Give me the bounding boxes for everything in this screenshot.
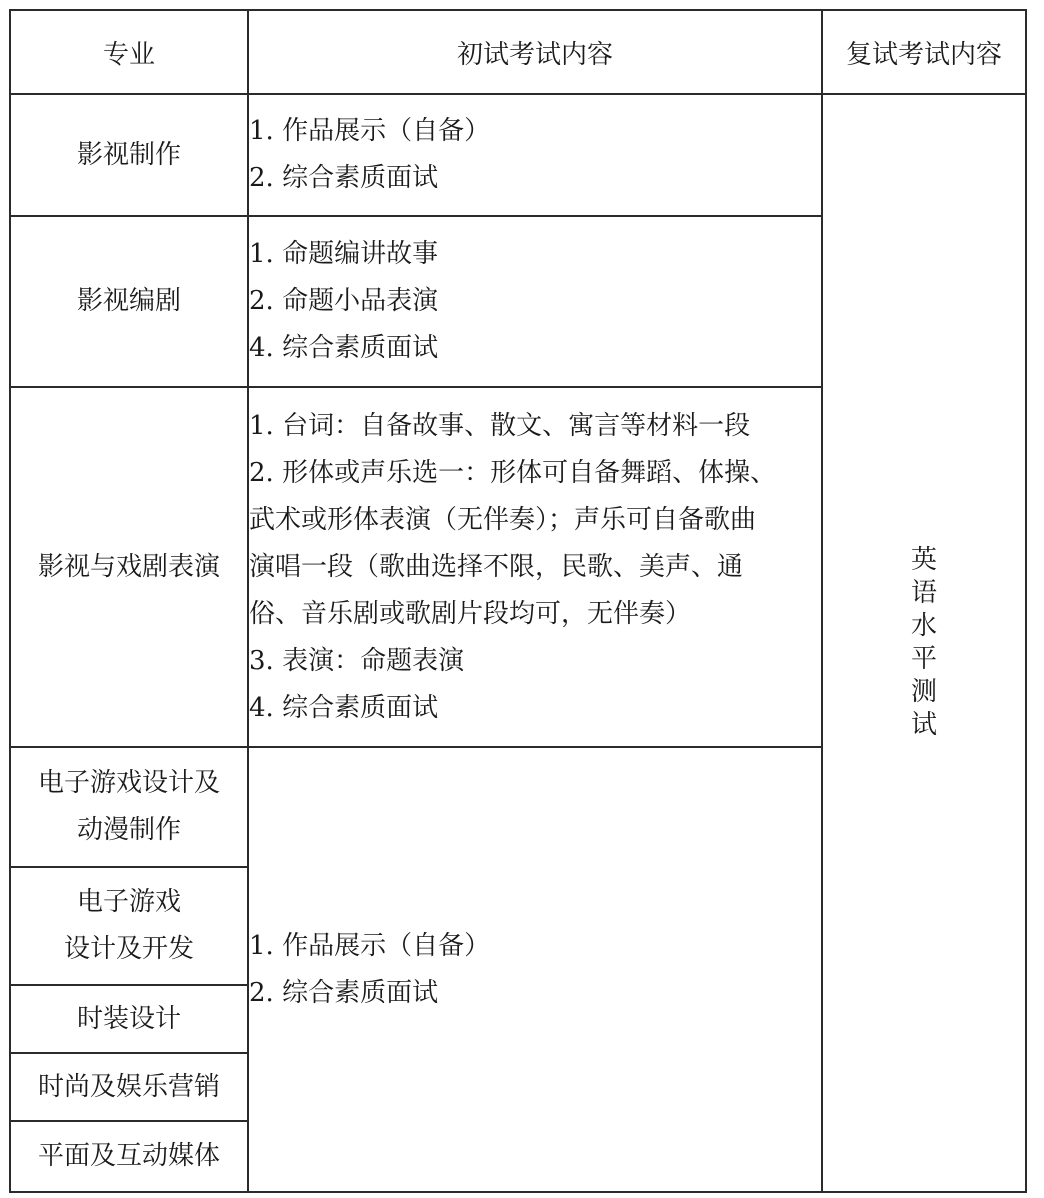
content-line: 武术或形体表演（无伴奏）；声乐可自备歌曲	[249, 504, 757, 535]
content-line: 4. 综合素质面试	[249, 692, 439, 723]
content-line: 2. 命题小品表演	[249, 286, 439, 316]
initial-content-cell	[248, 387, 822, 747]
major-name: 电子游戏设计及	[37, 768, 220, 798]
retest-content: 英语水平测试	[910, 545, 937, 740]
initial-content-cell	[248, 747, 822, 1192]
content-line: 1. 命题编讲故事	[249, 239, 439, 269]
major-name: 影视编剧	[76, 286, 181, 316]
content-line: 2. 综合素质面试	[249, 163, 439, 193]
content-line: 1. 作品展示（自备）	[249, 930, 491, 961]
table-row	[10, 94, 1026, 216]
retest-content-cell	[822, 94, 1026, 1192]
content-line: 俗、音乐剧或歌剧片段均可，无伴奏）	[249, 598, 692, 629]
exam-content-table	[9, 9, 1027, 1193]
header-row	[10, 10, 1026, 94]
content-line: 1. 作品展示（自备）	[249, 116, 491, 146]
content-line: 1. 台词：自备故事、散文、寓言等材料一段	[249, 410, 751, 441]
content-line: 4. 综合素质面试	[249, 333, 439, 363]
major-cell	[10, 985, 248, 1053]
major-cell	[10, 387, 248, 747]
header-initial-exam: 初试考试内容	[248, 10, 822, 94]
content-line: 3. 表演：命题表演	[249, 645, 465, 676]
major-name: 影视与戏剧表演	[37, 551, 220, 582]
header-retest-exam: 复试考试内容	[822, 10, 1026, 94]
major-cell	[10, 1121, 248, 1192]
major-name: 动漫制作	[76, 815, 181, 845]
content-line: 2. 综合素质面试	[249, 977, 439, 1008]
major-cell	[10, 94, 248, 216]
major-name: 平面及互动媒体	[37, 1141, 220, 1171]
initial-content-cell	[248, 216, 822, 387]
initial-content-cell	[248, 94, 822, 216]
major-name: 时装设计	[76, 1003, 181, 1034]
major-cell	[10, 1053, 248, 1121]
major-cell	[10, 216, 248, 387]
major-cell	[10, 747, 248, 867]
major-name: 设计及开发	[63, 934, 194, 964]
content-line: 演唱一段（歌曲选择不限，民歌、美声、通	[249, 551, 744, 582]
header-major: 专业	[10, 10, 248, 94]
major-name: 时尚及娱乐营销	[37, 1071, 220, 1102]
content-line: 2. 形体或声乐选一：形体可自备舞蹈、体操、	[249, 457, 777, 488]
major-cell	[10, 867, 248, 985]
major-name: 影视制作	[76, 139, 181, 170]
major-name: 电子游戏	[76, 887, 181, 917]
